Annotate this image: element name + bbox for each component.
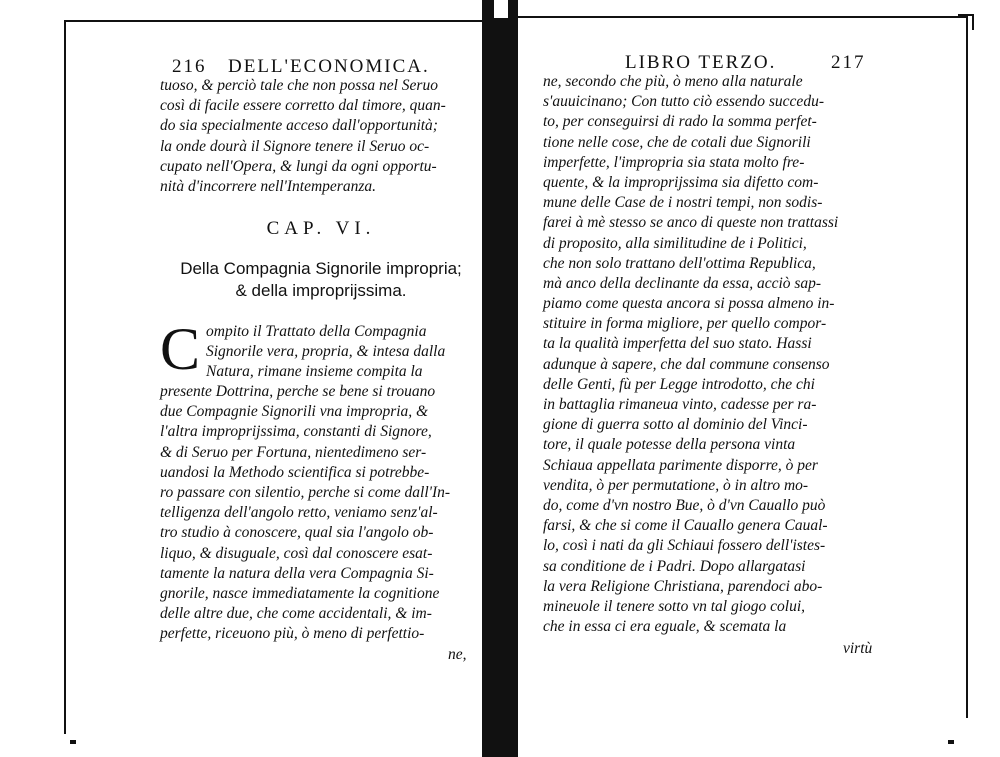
text-line: ta la qualità imperfetta del suo stato. Hassi bbox=[543, 335, 812, 353]
text-line: ro passare con silentio, perche si come dall'In- bbox=[160, 483, 451, 501]
left-body-paragraph bbox=[160, 382, 450, 644]
dropcap-paragraph-start bbox=[206, 322, 445, 383]
text-line: gione di guerra sotto al dominio del Vinci- bbox=[543, 416, 808, 434]
subtitle-line: & della improprijssima. bbox=[235, 281, 407, 300]
text-line: che non solo trattano dell'ottima Republica, bbox=[543, 254, 816, 272]
text-line: gnorile, nasce immediatamente la cognitione bbox=[160, 584, 440, 602]
text-line: ompito il Trattato della Compagnia bbox=[206, 323, 427, 340]
text-line: che in essa ci era eguale, & scemata la bbox=[543, 618, 787, 636]
text-line: piamo come questa ancora si possa almeno in- bbox=[543, 295, 835, 313]
right-body-paragraph bbox=[543, 72, 838, 637]
text-line: & di Seruo per Fortuna, nientedimeno ser- bbox=[160, 443, 427, 461]
text-line: cupato nell'Opera, & lungi da ogni opportu- bbox=[160, 157, 437, 175]
text-line: imperfette, l'impropria sia stata molto fre- bbox=[543, 153, 805, 171]
text-line: l'altra improprijssima, constanti di Signore, bbox=[160, 423, 432, 441]
text-line: due Compagnie Signorili vna impropria, & bbox=[160, 403, 429, 421]
text-line: mineuole il tenere sotto vn tal giogo colui, bbox=[543, 597, 806, 615]
text-line: la onde dourà il Signore tenere il Seruo oc- bbox=[160, 137, 430, 155]
text-line: Signorile vera, propria, & intesa dalla bbox=[206, 343, 446, 361]
text-line: sa conditione de i Padri. Dopo allargatasi bbox=[543, 557, 806, 575]
chapter-subtitle bbox=[160, 258, 482, 302]
text-line: tore, il quale potesse della persona vinta bbox=[543, 436, 796, 454]
text-line: quente, & la improprijssima sia difetto com- bbox=[543, 173, 819, 191]
right-running-title: LIBRO TERZO. bbox=[625, 52, 777, 73]
text-line: liquo, & disuguale, così dal conoscere esat- bbox=[160, 544, 433, 562]
right-page-number: 217 bbox=[831, 52, 866, 73]
text-line: mune delle Case de i nostri tempi, non sodis- bbox=[543, 194, 823, 212]
text-line: tione nelle cose, che de cotali due Signorili bbox=[543, 133, 811, 151]
text-line: uandosi la Methodo scientifica si potrebbe- bbox=[160, 463, 430, 481]
text-line: adunque à sapere, che dal commune consenso bbox=[543, 355, 830, 373]
text-line: delle altre due, che come accidentali, & im- bbox=[160, 605, 432, 623]
text-line: di proposito, alla similitudine de i Politici, bbox=[543, 234, 807, 252]
text-line: così di facile essere corretto dal timore, quan- bbox=[160, 97, 446, 115]
text-line: tamente la natura della vera Compagnia Si- bbox=[160, 564, 434, 582]
text-line: Natura, rimane insieme compita la bbox=[206, 363, 423, 381]
text-line: delle Genti, fù per Legge introdotto, che chi bbox=[543, 375, 815, 393]
right-page bbox=[515, 0, 1000, 757]
text-line: Schiaua appellata parimente disporre, ò per bbox=[543, 456, 818, 474]
text-line: presente Dottrina, perche se bene si trouano bbox=[160, 383, 436, 400]
right-catchword: virtù bbox=[843, 640, 873, 657]
text-line: farei à mè stesso se anco di queste non trattassi bbox=[543, 214, 839, 232]
text-line: vendita, ò per permutatione, ò in altro mo- bbox=[543, 476, 809, 494]
drop-cap: C bbox=[160, 316, 201, 382]
text-line: mà anco della declinante da essa, acciò sap- bbox=[543, 274, 822, 292]
text-line: to, per conseguirsi di rado la somma perfet- bbox=[543, 113, 817, 131]
text-line: tro studio à conoscere, qual sia l'angolo ob- bbox=[160, 524, 434, 542]
text-line: nità d'incorrere nell'Intemperanza. bbox=[160, 177, 376, 195]
text-line: farsi, & che si come il Cauallo genera Caual- bbox=[543, 517, 828, 535]
text-line: in battaglia rimaneua vinto, cadesse per ra- bbox=[543, 396, 817, 413]
text-line: s'auuicinano; Con tutto ciò essendo succedu- bbox=[543, 93, 824, 111]
left-top-paragraph bbox=[160, 76, 446, 197]
text-line: stituire in forma migliore, per quello compor- bbox=[543, 315, 827, 333]
book-spine bbox=[482, 0, 518, 757]
spine-notch bbox=[494, 0, 508, 18]
chapter-heading: CAP. VI. bbox=[266, 218, 376, 239]
left-running-title: DELL'ECONOMICA. bbox=[228, 56, 430, 77]
text-line: perfette, riceuono più, ò meno di perfettio- bbox=[160, 625, 425, 643]
text-line: do, come d'vn nostro Bue, ò d'vn Cauallo può bbox=[543, 496, 826, 514]
text-line: lo, così i nati da gli Schiaui fossero dell'istes- bbox=[543, 537, 826, 555]
left-page bbox=[0, 0, 485, 757]
subtitle-line: Della Compagnia Signorile impropria; bbox=[180, 259, 462, 278]
left-catchword: ne, bbox=[448, 646, 467, 663]
text-line: do sia specialmente acceso dall'opportunità; bbox=[160, 117, 438, 135]
text-line: tuoso, & perciò tale che non possa nel Seruo bbox=[160, 77, 438, 94]
text-line: ne, secondo che più, ò meno alla naturale bbox=[543, 73, 803, 90]
text-line: telligenza dell'angolo retto, veniamo senz'al- bbox=[160, 504, 438, 522]
left-page-number: 216 bbox=[172, 56, 207, 77]
text-line: la vera Religione Christiana, parendoci abo- bbox=[543, 577, 823, 595]
